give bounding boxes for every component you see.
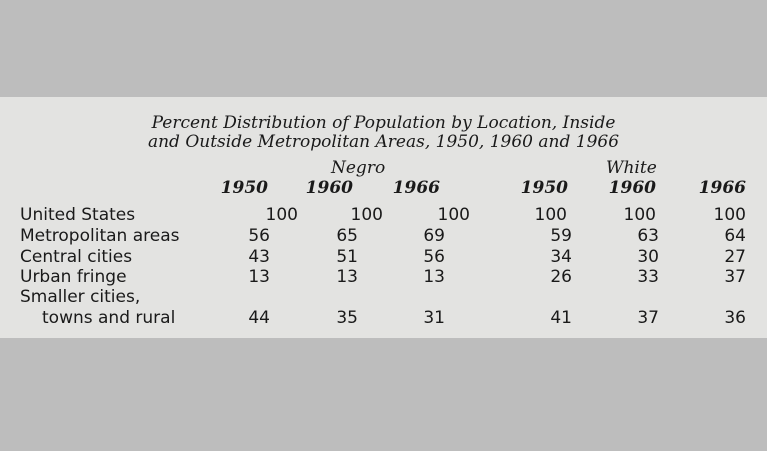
year-header: 1950 [220,178,268,198]
table-cell: 13 [248,267,270,287]
table-row [0,287,767,307]
row-label: Metropolitan areas [20,226,180,246]
table-cell: 41 [550,308,572,328]
table-cell: 44 [248,308,270,328]
table-cell: 33 [637,267,659,287]
table-cell: 30 [637,247,659,267]
year-header: 1966 [698,178,746,198]
table-cell: 100 [265,205,298,225]
table-cell: 51 [336,247,358,267]
year-header: 1950 [520,178,568,198]
table-cell: 59 [550,226,572,246]
table-title-line-1: Percent Distribution of Population by Location, Inside [151,113,616,133]
table-cell: 34 [550,247,572,267]
row-label: Smaller cities, [20,287,141,307]
table-row [0,308,767,328]
table-cell: 35 [336,308,358,328]
table-cell: 43 [248,247,270,267]
row-label: United States [20,205,136,225]
table-row [0,247,767,267]
table-cell: 36 [724,308,746,328]
table-cell: 37 [637,308,659,328]
row-label: towns and rural [42,308,176,328]
group-header-white: White [606,158,657,178]
table-row [0,205,767,225]
table-row [0,226,767,246]
table-cell: 56 [248,226,270,246]
year-header: 1960 [608,178,656,198]
table-cell: 100 [437,205,470,225]
table-cell: 100 [623,205,656,225]
table-cell: 56 [423,247,445,267]
year-header: 1966 [392,178,440,198]
table-cell: 100 [350,205,383,225]
table-cell: 100 [713,205,746,225]
year-header: 1960 [305,178,353,198]
table-cell: 37 [724,267,746,287]
table-cell: 13 [336,267,358,287]
table-cell: 27 [724,247,746,267]
table-cell: 63 [637,226,659,246]
row-label: Central cities [20,247,133,267]
group-header-negro: Negro [331,158,386,178]
table-cell: 31 [423,308,445,328]
row-label: Urban fringe [20,267,127,287]
table-cell: 69 [423,226,445,246]
table-title-line-2: and Outside Metropolitan Areas, 1950, 1960 and 1966 [147,132,620,152]
table-cell: 65 [336,226,358,246]
table-cell: 13 [423,267,445,287]
table-cell: 100 [534,205,567,225]
scanned-table [0,97,767,338]
table-row [0,267,767,287]
table-cell: 64 [724,226,746,246]
table-cell: 26 [550,267,572,287]
